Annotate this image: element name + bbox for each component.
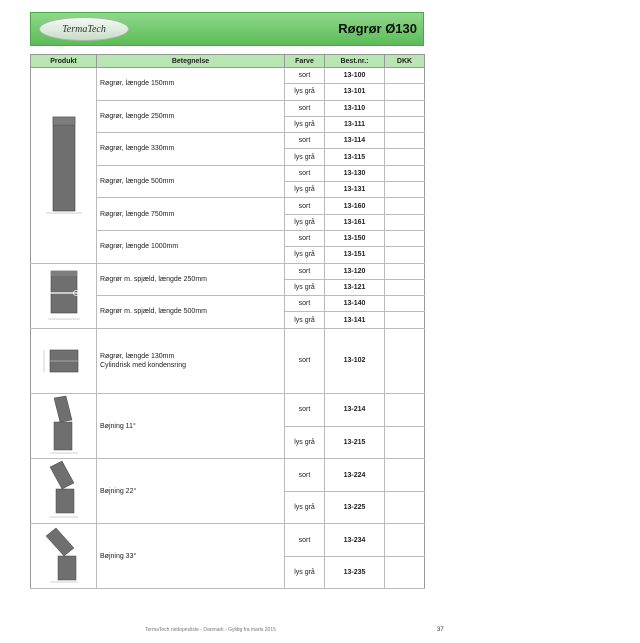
price-cell <box>385 556 425 589</box>
product-description <box>97 165 285 198</box>
description-line: Røgrør, længde 330mm <box>100 145 175 153</box>
color-cell: lys grå <box>285 426 325 459</box>
price-table <box>30 54 425 589</box>
col-produkt: Produkt <box>31 55 97 68</box>
price-cell <box>385 524 425 557</box>
color-cell: lys grå <box>285 116 325 132</box>
page-number: 37 <box>437 627 444 633</box>
product-description <box>97 524 285 589</box>
table-header-row <box>31 55 425 68</box>
product-image-straight-pipe <box>31 68 97 264</box>
order-number-cell: 13-110 <box>325 100 385 116</box>
order-number-cell: 13-160 <box>325 198 385 214</box>
product-description <box>97 296 285 329</box>
price-cell <box>385 426 425 459</box>
order-number-cell: 13-151 <box>325 247 385 263</box>
price-cell <box>385 214 425 230</box>
table-row <box>31 68 425 84</box>
color-cell: lys grå <box>285 84 325 100</box>
color-cell: lys grå <box>285 491 325 524</box>
order-number-cell: 13-234 <box>325 524 385 557</box>
order-number-cell: 13-121 <box>325 279 385 295</box>
color-cell: sort <box>285 198 325 214</box>
order-number-cell: 13-102 <box>325 328 385 393</box>
price-cell <box>385 279 425 295</box>
description-line: Røgrør, længde 130mm <box>100 352 175 360</box>
table-row <box>31 328 425 393</box>
order-number-cell: 13-111 <box>325 116 385 132</box>
order-number-cell: 13-141 <box>325 312 385 328</box>
price-cell <box>385 328 425 393</box>
product-description <box>97 328 285 393</box>
product-image-damper-pipe <box>31 263 97 328</box>
color-cell: sort <box>285 263 325 279</box>
color-cell: lys grå <box>285 214 325 230</box>
order-number-cell: 13-131 <box>325 182 385 198</box>
price-cell <box>385 165 425 181</box>
description-line: Røgrør m. spjæld, længde 250mm <box>100 275 207 283</box>
table-row <box>31 393 425 426</box>
description-line: Bøjning 22° <box>100 487 137 495</box>
order-number-cell: 13-215 <box>325 426 385 459</box>
price-cell <box>385 296 425 312</box>
description-line: Røgrør, længde 250mm <box>100 112 175 120</box>
description-line: Røgrør, længde 750mm <box>100 210 175 218</box>
order-number-cell: 13-225 <box>325 491 385 524</box>
product-image-short-pipe <box>31 328 97 393</box>
color-cell: sort <box>285 524 325 557</box>
price-cell <box>385 100 425 116</box>
product-description <box>97 100 285 133</box>
order-number-cell: 13-120 <box>325 263 385 279</box>
product-description <box>97 459 285 524</box>
product-image-bend-22 <box>31 459 97 524</box>
color-cell: sort <box>285 100 325 116</box>
product-description <box>97 263 285 296</box>
product-image-bend-33 <box>31 524 97 589</box>
product-description <box>97 133 285 166</box>
color-cell: lys grå <box>285 247 325 263</box>
header-banner <box>30 12 424 46</box>
col-farve: Farve <box>285 55 325 68</box>
color-cell: sort <box>285 230 325 246</box>
description-line: Røgrør m. spjæld, længde 500mm <box>100 308 207 316</box>
description-line: Cylindrisk med kondensring <box>100 361 186 369</box>
order-number-cell: 13-115 <box>325 149 385 165</box>
color-cell: sort <box>285 165 325 181</box>
color-cell: lys grå <box>285 312 325 328</box>
color-cell: lys grå <box>285 279 325 295</box>
order-number-cell: 13-224 <box>325 459 385 492</box>
order-number-cell: 13-161 <box>325 214 385 230</box>
color-cell: sort <box>285 296 325 312</box>
price-cell <box>385 84 425 100</box>
product-description <box>97 68 285 101</box>
order-number-cell: 13-140 <box>325 296 385 312</box>
order-number-cell: 13-235 <box>325 556 385 589</box>
color-cell: lys grå <box>285 149 325 165</box>
table-row <box>31 263 425 279</box>
description-line: Røgrør, længde 500mm <box>100 178 175 186</box>
price-cell <box>385 182 425 198</box>
description-line: Røgrør, længde 150mm <box>100 80 175 88</box>
color-cell: sort <box>285 68 325 84</box>
price-cell <box>385 198 425 214</box>
color-cell: sort <box>285 133 325 149</box>
order-number-cell: 13-100 <box>325 68 385 84</box>
price-cell <box>385 247 425 263</box>
price-cell <box>385 149 425 165</box>
col-dkk: DKK <box>385 55 425 68</box>
description-line: Røgrør, længde 1000mm <box>100 243 179 251</box>
order-number-cell: 13-150 <box>325 230 385 246</box>
order-number-cell: 13-114 <box>325 133 385 149</box>
price-cell <box>385 116 425 132</box>
color-cell: sort <box>285 459 325 492</box>
col-bestnr: Best.nr.: <box>325 55 385 68</box>
footer-text: TermaTech nettoprisliste - Danmark - Gyldig fra marts 2015 <box>145 627 276 633</box>
price-cell <box>385 491 425 524</box>
table-row <box>31 524 425 557</box>
price-cell <box>385 459 425 492</box>
color-cell: lys grå <box>285 556 325 589</box>
price-cell <box>385 68 425 84</box>
description-line: Bøjning 33° <box>100 552 137 560</box>
price-cell <box>385 312 425 328</box>
order-number-cell: 13-214 <box>325 393 385 426</box>
order-number-cell: 13-101 <box>325 84 385 100</box>
color-cell: sort <box>285 328 325 393</box>
order-number-cell: 13-130 <box>325 165 385 181</box>
product-description <box>97 393 285 459</box>
price-cell <box>385 133 425 149</box>
description-line: Bøjning 11° <box>100 422 136 430</box>
price-cell <box>385 263 425 279</box>
price-cell <box>385 230 425 246</box>
table-row <box>31 459 425 492</box>
price-cell <box>385 393 425 426</box>
product-image-bend-11 <box>31 393 97 459</box>
col-betegnelse: Betegnelse <box>97 55 285 68</box>
page-title: Røgrør Ø130 <box>338 21 417 36</box>
color-cell: lys grå <box>285 182 325 198</box>
color-cell: sort <box>285 393 325 426</box>
termatech-logo: TermaTech <box>39 17 129 41</box>
product-description <box>97 230 285 263</box>
product-description <box>97 198 285 231</box>
